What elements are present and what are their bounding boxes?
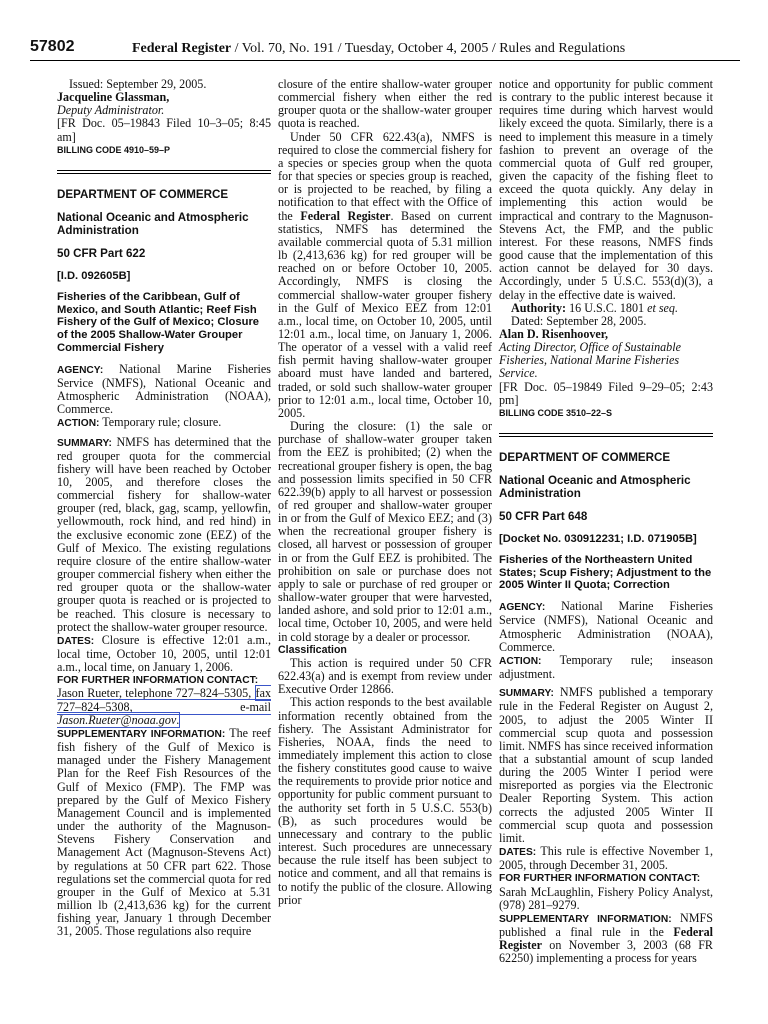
supplementary-text: The reef fish fishery of the Gulf of Mexico is managed under the Fishery Management Plan for the Reef Fish Resources of the Gulf of Mexico (FMP). The FMP was prepared by the Gulf of Mexico Fishery Management Council and is implemented under the authority of the Magnuson-Stevens Fishery Conservation and Management Act (Magnuson-Stevens Act) by regulations at 50 CFR part 622. Those regulations set the commercial quota for red grouper in the Gulf of Mexico at 5.31 million lb (2,413,636 kg) for the current fishing year, January 1 through December 31, 2005. Those regulations also require	[57, 725, 271, 939]
paragraph: This action is required under 50 CFR 622.43(a) and is exempt from review under Executive Order 12866.	[278, 655, 492, 697]
dated-line: Dated: September 28, 2005.	[511, 313, 647, 328]
summary-text: NMFS has determined that the red grouper quota for the commercial fishery will have been reached by October 10, 2005, and therefore closes the commercial fishery for shallow-water grouper (red, black, gag, scamp, yellowfin, yellowmouth, rock hind, and red hind) in the exclusive economic zone (EEZ) of the Gulf of Mexico. The existing regulations require closure of the entire shallow-water grouper commercial fishery when either the red grouper quota or the shallow-water grouper quota is reached or is projected to be reached. This closure is necessary to protect the shallow-water grouper resource.	[57, 434, 271, 634]
action-label: ACTION:	[57, 418, 100, 430]
authority-label: Authority:	[511, 300, 567, 315]
agency-heading: DEPARTMENT OF COMMERCE	[57, 187, 229, 201]
authority-text: 16 U.S.C. 1801	[566, 300, 648, 315]
dates-label: DATES:	[57, 635, 95, 647]
action-paragraph	[57, 416, 271, 430]
agency-label: AGENCY:	[57, 364, 104, 376]
issue-meta: / Vol. 70, No. 191 / Tuesday, October 4, 2005 / Rules and Regulations	[231, 41, 626, 56]
summary-paragraph	[499, 686, 713, 845]
supplementary-paragraph	[57, 727, 271, 939]
contact-period: .	[176, 712, 180, 727]
fr-doc-line: [FR Doc. 05–19849 Filed 9–29–05; 2:43 pm]	[499, 379, 713, 407]
rule-title: Fisheries of the Northeastern United States; Scup Fishery; Adjustment to the 2005 Winter II Quota; Correction	[499, 553, 712, 592]
paragraph: closure of the entire shallow-water grouper commercial fishery when either the red grouper quota or the shallow-water grouper quota is reached.	[278, 77, 492, 131]
contact-label: FOR FURTHER INFORMATION CONTACT:	[57, 675, 259, 687]
dates-text: This rule is effective November 1, 2005, through December 31, 2005.	[499, 844, 713, 873]
agency-heading: DEPARTMENT OF COMMERCE	[499, 451, 671, 465]
summary-text: NMFS published a temporary rule in the Federal Register on August 2, 2005, to adjust the 2005 Winter II commercial scup quota and possession limit. NMFS has since received information that a substantial amount of scup landed during the 2005 Winter I period were misreported as porgies via the Electronic Dealer Reporting System. This action corrects the adjusted 2005 Winter II commercial scup quota and possession limit.	[499, 685, 713, 845]
paragraph: This action responds to the best available information recently obtained from the fishery. The Assistant Administrator for Fisheries, NOAA, finds the need to immediately implement this action to close the fishery constitutes good cause to waive the requirements to provide prior notice and opportunity for public comment pursuant to the authority set forth in 5 U.S.C. 553(b)(B), as such procedures would be unnecessary and contrary to the public interest. Such procedures are unnecessary because the rule itself has been subject to notice and comment, and all that remains is to notify the public of the closure. Allowing prior	[278, 695, 492, 907]
summary-label: SUMMARY:	[499, 688, 554, 700]
column-1	[57, 78, 271, 938]
publication-title: Federal Register	[132, 41, 232, 56]
supplementary-label: SUPPLEMENTARY INFORMATION:	[57, 728, 226, 740]
paragraph: During the closure: (1) the sale or purchase of shallow-water grouper taken from the EEZ is prohibited; (2) when the recreational grouper fishery is open, the bag and possession limits specified in 50 CFR 622.39(b) apply to all harvest or possession of red grouper and shallow-water grouper in or from the Gulf of Mexico EEZ; and (3) when the recreational grouper fishery is closed, all harvest or possession of grouper in or from the Gulf EEZ is prohibited. The prohibition on sale or purchase does not apply to sale or purchase of red grouper or shallow-water grouper that were harvested, landed ashore, and sold prior to 12:01 a.m., local time, October 10, 2005, and were held in cold storage by a dealer or processor.	[278, 419, 492, 644]
signer-title: Deputy Administrator.	[57, 103, 165, 118]
billing-code: BILLING CODE 3510–22–S	[499, 407, 613, 418]
action-paragraph	[499, 654, 713, 681]
column-2	[278, 78, 492, 907]
supplementary-text: on November 3, 2003 (68 FR 62250) implementing a process for years	[499, 938, 713, 966]
sub-agency-heading: National Oceanic and Atmospheric Administration	[499, 474, 691, 501]
paragraph	[278, 131, 492, 420]
authority-etseq: et seq.	[647, 300, 678, 315]
issued-date: Issued: September 29, 2005.	[69, 77, 207, 91]
section-divider	[499, 433, 713, 437]
contact-text: Sarah McLaughlin, Fishery Policy Analyst, (978) 281–9279.	[499, 884, 713, 912]
docket-id: [Docket No. 030912231; I.D. 071905B]	[499, 533, 697, 546]
billing-code: BILLING CODE 4910–59–P	[57, 144, 171, 155]
supplementary-text: NMFS published a final rule in the	[499, 910, 713, 939]
signer-title: Acting Director, Office of Sustainable Fisheries, National Marine Fisheries Service.	[499, 340, 681, 381]
column-3	[499, 78, 713, 965]
federal-register-ref: Federal Register	[300, 208, 391, 223]
contact-paragraph	[57, 687, 271, 726]
agency-text: National Marine Fisheries Service (NMFS), National Oceanic and Atmospheric Administration (NOAA), Commerce.	[57, 361, 271, 417]
summary-label: SUMMARY:	[57, 437, 112, 449]
rule-title: Fisheries of the Caribbean, Gulf of Mexico, and South Atlantic; Reef Fish Fishery of the Gulf of Mexico; Closure of the 2005 Shallow-Water Grouper Commercial Fishery	[57, 290, 260, 354]
dates-paragraph	[57, 634, 271, 674]
classification-heading: Classification	[278, 643, 347, 656]
dates-label: DATES:	[499, 847, 537, 859]
docket-id: [I.D. 092605B]	[57, 269, 131, 282]
dates-text: Closure is effective 12:01 a.m., local time, October 10, 2005, until 12:01 a.m., local time, on January 1, 2006.	[57, 632, 271, 675]
signer-name: Jacqueline Glassman,	[57, 90, 170, 105]
sub-agency-heading: National Oceanic and Atmospheric Administration	[57, 210, 249, 237]
agency-text: National Marine Fisheries Service (NMFS), National Oceanic and Atmospheric Administration (NOAA), Commerce.	[499, 599, 713, 654]
page-header	[30, 38, 740, 61]
action-text: Temporary rule; inseason adjustment.	[499, 652, 713, 682]
supplementary-paragraph	[499, 912, 713, 966]
cfr-part: 50 CFR Part 648	[499, 510, 588, 524]
running-head	[132, 41, 625, 57]
contact-fax: fax 727–824–5308, e-mail	[57, 686, 271, 714]
agency-label: AGENCY:	[499, 602, 546, 614]
paragraph-text: . Based on current statistics, NMFS has determined the available commercial quota of 5.31 million lb (2,413,636 kg) for red grouper will be reached on or before October 10, 2005. Accordingly, NMFS is closing the commercial shallow-water grouper fishery in the Gulf of Mexico EEZ from 12:01 a.m., local time, on October 10, 2005, until 12:01 a.m., local time, on January 1, 2006. The operator of a vessel with a valid reef fish permit having shallow-water grouper aboard must have landed and bartered, traded, or sold such shallow-water grouper prior to 12:01 a.m., local time, October 10, 2005.	[278, 208, 492, 420]
action-text: Temporary rule; closure.	[99, 415, 222, 430]
contact-label: FOR FURTHER INFORMATION CONTACT:	[499, 873, 701, 885]
agency-paragraph	[499, 600, 713, 654]
summary-paragraph	[57, 436, 271, 634]
paragraph: notice and opportunity for public comment is contrary to the public interest because it requires time during which harvest would likely exceed the quota. Similarly, there is a need to implement this measure in a timely fashion to prevent an overage of the commercial quota of Gulf red grouper, given the capacity of the fishing fleet to exceed the quota quickly. Any delay in implementing this action would be impractical and contrary to the Magnuson-Stevens Act, the FMP, and the public interest. For these reasons, NMFS finds good cause that the implementation of this action cannot be delayed for 30 days. Accordingly, under 5 U.S.C. 553(d)(3), a delay in the effective date is waived.	[499, 77, 713, 302]
action-label: ACTION:	[499, 655, 542, 667]
authority-paragraph	[499, 302, 713, 315]
fr-doc-line: [FR Doc. 05–19843 Filed 10–3–05; 8:45 am]	[57, 116, 271, 144]
cfr-part: 50 CFR Part 622	[57, 246, 146, 260]
agency-paragraph	[57, 363, 271, 417]
contact-phone: Jason Rueter, telephone 727–824–5305,	[57, 686, 255, 701]
dates-paragraph	[499, 845, 713, 872]
contact-email-link[interactable]: Jason.Rueter@noaa.gov	[57, 712, 177, 727]
paragraph-text: Under 50 CFR 622.43(a), NMFS is required to close the commercial fishery for a species or species group when the quota for that species or species group is reached, or is projected to be reached, by filing a notification to that effect with the Office of the	[278, 129, 492, 223]
federal-register-ref: Federal Register	[499, 925, 713, 953]
page-number: 57802	[30, 38, 75, 55]
section-divider	[57, 170, 271, 174]
supplementary-label: SUPPLEMENTARY INFORMATION:	[499, 913, 672, 925]
signer-name: Alan D. Risenhoover,	[499, 326, 609, 341]
